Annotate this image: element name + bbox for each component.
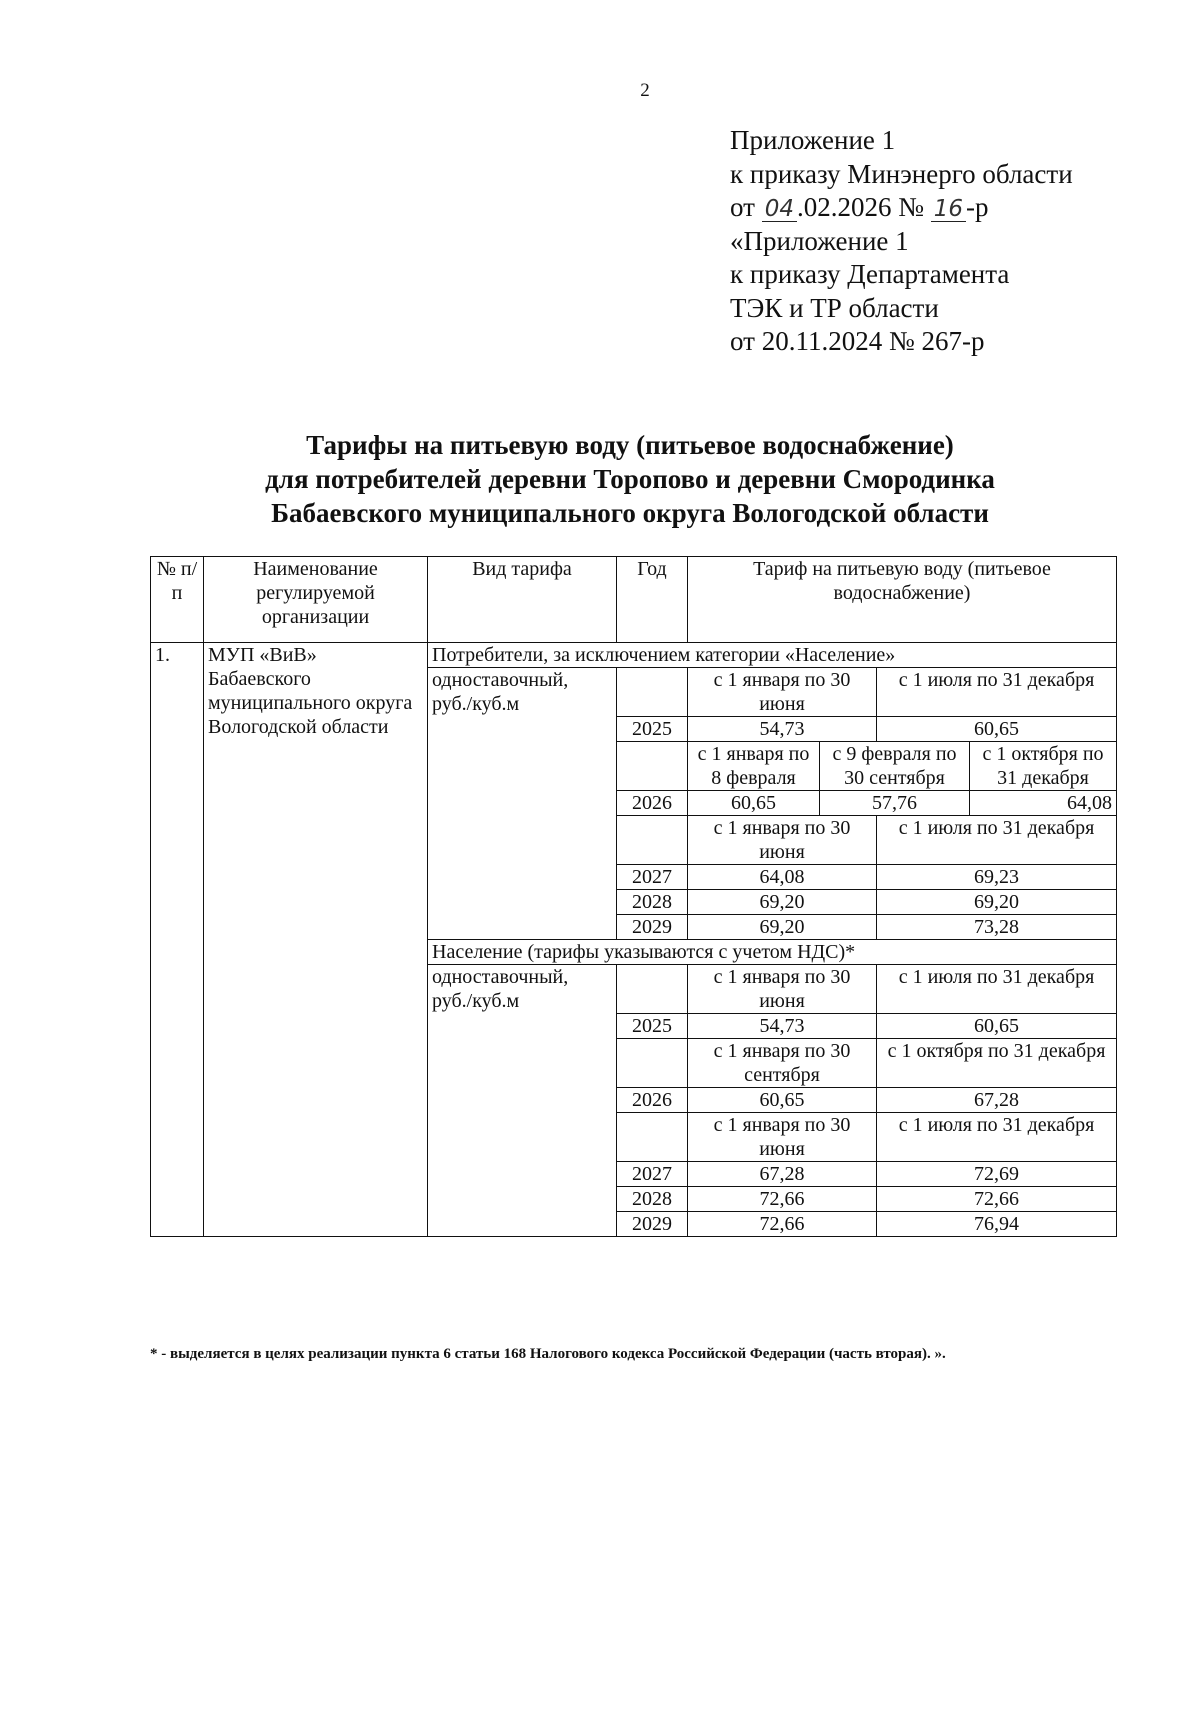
tariff-type: одноставочный, руб./куб.м bbox=[428, 965, 617, 1237]
value-cell: 72,69 bbox=[877, 1162, 1117, 1187]
value-cell: 73,28 bbox=[877, 915, 1117, 940]
text: от bbox=[730, 192, 762, 222]
tariff-type: одноставочный, руб./куб.м bbox=[428, 668, 617, 940]
title-line: для потребителей деревни Торопово и деревни Смородинка bbox=[265, 464, 995, 494]
value-cell: 69,23 bbox=[877, 865, 1117, 890]
value-cell: 67,28 bbox=[688, 1162, 877, 1187]
handwritten-day: 04 bbox=[762, 197, 797, 222]
value-cell: 76,94 bbox=[877, 1212, 1117, 1237]
year-cell bbox=[617, 1039, 688, 1088]
appendix-line: к приказу Департамента bbox=[730, 259, 1010, 289]
period-cell: с 1 июля по 31 декабря bbox=[877, 1113, 1117, 1162]
year-cell bbox=[617, 965, 688, 1014]
period-cell: с 1 июля по 31 декабря bbox=[877, 816, 1117, 865]
value-cell: 60,65 bbox=[688, 791, 820, 816]
value-cell: 54,73 bbox=[688, 1014, 877, 1039]
appendix-line: «Приложение 1 bbox=[730, 225, 909, 256]
period-cell: с 1 января по 30 июня bbox=[688, 1113, 877, 1162]
appendix-line: от 20.11.2024 № 267-р bbox=[730, 326, 985, 356]
header-type: Вид тарифа bbox=[428, 557, 617, 643]
row-number: 1. bbox=[151, 643, 204, 1237]
header-year: Год bbox=[617, 557, 688, 643]
title-line: Тарифы на питьевую воду (питьевое водоснабжение) bbox=[306, 430, 954, 460]
header-row bbox=[151, 557, 1117, 643]
section-title: Население (тарифы указываются с учетом НДС)* bbox=[428, 940, 1117, 965]
value-cell: 60,65 bbox=[877, 1014, 1117, 1039]
value-cell: 72,66 bbox=[688, 1187, 877, 1212]
year-cell bbox=[617, 668, 688, 717]
year-cell: 2026 bbox=[617, 791, 688, 816]
period-cell: с 1 января по 30 сентября bbox=[688, 1039, 877, 1088]
value-cell: 72,66 bbox=[688, 1212, 877, 1237]
value-cell: 64,08 bbox=[970, 791, 1117, 816]
value-cell: 60,65 bbox=[877, 717, 1117, 742]
year-cell: 2027 bbox=[617, 865, 688, 890]
section-row bbox=[151, 643, 1117, 668]
year-cell: 2027 bbox=[617, 1162, 688, 1187]
value-cell: 57,76 bbox=[820, 791, 970, 816]
appendix-line: ТЭК и ТР области bbox=[730, 292, 939, 323]
page-number: 2 bbox=[640, 80, 650, 101]
period-cell: с 9 февраля по 30 сентября bbox=[820, 742, 970, 791]
value-cell: 72,66 bbox=[877, 1187, 1117, 1212]
year-cell: 2025 bbox=[617, 1014, 688, 1039]
title-line: Бабаевского муниципального округа Вологодской области bbox=[271, 498, 989, 528]
header-num: № п/п bbox=[151, 557, 204, 643]
footnote: * - выделяется в целях реализации пункта 6 статьи 168 Налогового кодекса Российской Федерации (часть вторая). ». bbox=[150, 1346, 946, 1362]
period-cell: с 1 января по 30 июня bbox=[688, 668, 877, 717]
value-cell: 69,20 bbox=[688, 890, 877, 915]
period-cell: с 1 января по 30 июня bbox=[688, 816, 877, 865]
header-org: Наименование регулируемой организации bbox=[204, 557, 428, 643]
year-cell bbox=[617, 816, 688, 865]
tariff-table bbox=[150, 556, 1117, 1237]
period-cell: с 1 октября по 31 декабря bbox=[877, 1039, 1117, 1088]
period-cell: с 1 октября по 31 декабря bbox=[970, 742, 1117, 791]
organization-name: МУП «ВиВ» Бабаевского муниципального округа Вологодской области bbox=[204, 643, 428, 1237]
text: .02.2026 № bbox=[796, 192, 931, 222]
appendix-header bbox=[730, 124, 1073, 359]
text: -р bbox=[966, 192, 989, 222]
appendix-line-date bbox=[730, 191, 1073, 225]
year-cell: 2029 bbox=[617, 1212, 688, 1237]
year-cell: 2026 bbox=[617, 1088, 688, 1113]
year-cell: 2029 bbox=[617, 915, 688, 940]
document-title bbox=[150, 428, 1110, 530]
year-cell: 2025 bbox=[617, 717, 688, 742]
year-cell bbox=[617, 742, 688, 791]
period-cell: с 1 января по 8 февраля bbox=[688, 742, 820, 791]
value-cell: 60,65 bbox=[688, 1088, 877, 1113]
value-cell: 64,08 bbox=[688, 865, 877, 890]
header-tariff: Тариф на питьевую воду (питьевое водоснабжение) bbox=[688, 557, 1117, 643]
year-cell: 2028 bbox=[617, 890, 688, 915]
year-cell bbox=[617, 1113, 688, 1162]
period-cell: с 1 января по 30 июня bbox=[688, 965, 877, 1014]
appendix-line: к приказу Минэнерго области bbox=[730, 158, 1073, 189]
period-cell: с 1 июля по 31 декабря bbox=[877, 965, 1117, 1014]
appendix-line: Приложение 1 bbox=[730, 125, 896, 155]
value-cell: 69,20 bbox=[877, 890, 1117, 915]
year-cell: 2028 bbox=[617, 1187, 688, 1212]
period-cell: с 1 июля по 31 декабря bbox=[877, 668, 1117, 717]
value-cell: 69,20 bbox=[688, 915, 877, 940]
handwritten-number: 16 bbox=[931, 197, 966, 222]
value-cell: 54,73 bbox=[688, 717, 877, 742]
section-title: Потребители, за исключением категории «Население» bbox=[428, 643, 1117, 668]
value-cell: 67,28 bbox=[877, 1088, 1117, 1113]
